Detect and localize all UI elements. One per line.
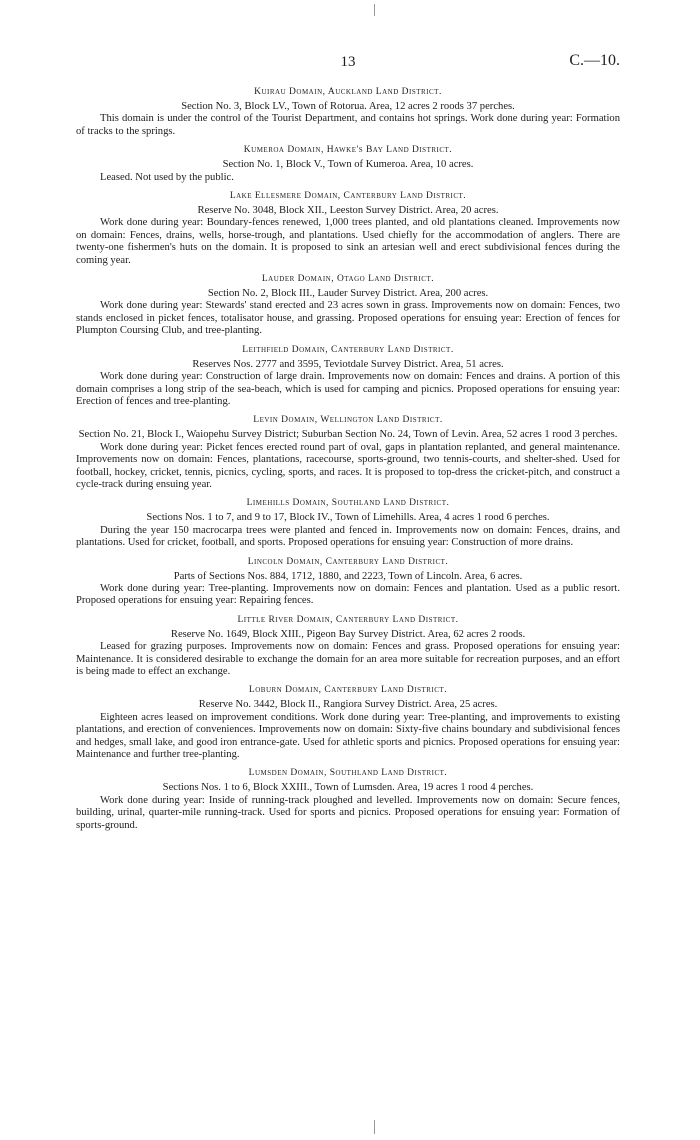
domain-subtitle: Section No. 21, Block I., Waiopehu Survey District; Suburban Section No. 24, Town of Levin. Area, 52 acres 1 rood 3 perches. — [78, 429, 618, 441]
domain-subtitle: Sections Nos. 1 to 7, and 9 to 17, Block IV., Town of Limehills. Area, 4 acres 1 rood 6 perches. — [146, 512, 550, 524]
domain-title: Leithfield Domain, Canterbury Land District. — [242, 344, 454, 355]
domain-entry — [76, 556, 620, 608]
domain-title: Lauder Domain, Otago Land District. — [261, 274, 435, 285]
domain-body: Work done during year: Stewards' stand erected and 23 acres sown in grass. Improvements now on domain: Fences, two stands enclosed in picket fences, totalisator house, and grassing. Proposed operations for ensuing year: Erection of fences for Plumpton Coursing Club, and tree-planting. — [76, 300, 620, 337]
domain-title: Limehills Domain, Southland Land District. — [246, 498, 450, 509]
domain-entry — [76, 497, 620, 549]
domain-subtitle: Reserve No. 3048, Block XII., Leeston Survey District. Area, 20 acres. — [197, 205, 499, 217]
document-page — [76, 52, 620, 832]
domain-entry — [76, 344, 620, 409]
domain-subtitle: Sections Nos. 1 to 6, Block XXIII., Town of Lumsden. Area, 19 acres 1 rood 4 perches. — [162, 782, 534, 794]
domain-body: Eighteen acres leased on improvement conditions. Work done during year: Tree-planting, and improvements to existing plantations, and erection of conveniences. Improvements now on domain: Sixty-five chains boundary and subdivisional fences and hedges, small lake, and good iron entrance-gate. Used for athletic sports and picnics. Proposed operations for ensuing year: Maintenance and further tree-planting. — [76, 711, 620, 761]
domain-entry — [76, 86, 620, 138]
page-header — [76, 52, 620, 78]
document-code: C.—10. — [569, 52, 620, 69]
domain-subtitle: Section No. 1, Block V., Town of Kumeroa. Area, 10 acres. — [222, 159, 474, 171]
domain-body: Work done during year: Construction of large drain. Improvements now on domain: Fences and drains. A portion of this domain comprises a long strip of the sea-beach, which is used for camping and picnics. Proposed operations for ensuing year: Erection of fences and tree-planting. — [76, 371, 620, 407]
domain-body: Work done during year: Inside of running-track ploughed and levelled. Improvements now on domain: Secure fences, building, urinal, quarter-mile running-track. Used for sports and picnics. Proposed operations for ensuing year: Formation of sports-ground. — [76, 794, 620, 831]
domain-subtitle: Reserve No. 1649, Block XIII., Pigeon Bay Survey District. Area, 62 acres 2 roods. — [170, 628, 526, 640]
domain-entry — [76, 767, 620, 832]
domain-entry — [76, 144, 620, 184]
domain-entry — [76, 684, 620, 761]
page-number: 13 — [340, 54, 356, 70]
domain-subtitle: Reserves Nos. 2777 and 3595, Teviotdale Survey District. Area, 51 acres. — [192, 358, 504, 370]
scan-mark-top — [374, 4, 375, 16]
domain-title: Lincoln Domain, Canterbury Land District. — [247, 556, 449, 567]
scan-mark-bottom — [374, 1120, 375, 1134]
domain-body: Leased for grazing purposes. Improvements now on domain: Fences and grass. Proposed operations for ensuing year: Maintenance. It is considered desirable to exchange the domain for an area more suitable for recreation purposes, and an effort is being made to effect an exchange. — [76, 641, 620, 677]
domain-title: Little River Domain, Canterbury Land District. — [237, 614, 459, 625]
domain-title: Kuirau Domain, Auckland Land District. — [254, 87, 442, 97]
domain-entry — [76, 614, 620, 679]
domain-subtitle: Reserve No. 3442, Block II., Rangiora Survey District. Area, 25 acres. — [198, 699, 498, 711]
domain-title: Lake Ellesmere Domain, Canterbury Land District. — [229, 191, 467, 202]
domain-subtitle: Parts of Sections Nos. 884, 1712, 1880, and 2223, Town of Lincoln. Area, 6 acres. — [173, 570, 523, 582]
domain-entry — [76, 190, 620, 267]
domain-body: During the year 150 macrocarpa trees were planted and fenced in. Improvements now on domain: Fences, drains, and plantations. Used for cricket, football, and sports. Proposed operations for ensuing year: Construction of more drains. — [76, 524, 620, 549]
domain-body: Work done during year: Picket fences erected round part of oval, gaps in plantation replanted, and general maintenance. Improvements now on domain: Fences, plantations, racecourse, sports-ground, two tennis-courts, and shelter-shed. Used for football, hockey, cricket, tennis, picnics, cycling, sports, and races. It is proposed to top-dress the cricket-pitch, and construct a cycle-track during ensuing year. — [76, 441, 620, 490]
domain-title: Loburn Domain, Canterbury Land District. — [248, 685, 448, 696]
domain-body: This domain is under the control of the Tourist Department, and contains hot springs. Work done during year: Formation of tracks to the springs. — [76, 113, 620, 137]
domain-subtitle: Section No. 3, Block LV., Town of Rotorua. Area, 12 acres 2 roods 37 perches. — [181, 101, 515, 112]
domain-subtitle: Section No. 2, Block III., Lauder Survey District. Area, 200 acres. — [207, 288, 489, 300]
domain-title: Kumeroa Domain, Hawke's Bay Land District. — [243, 145, 453, 156]
domain-entry — [76, 273, 620, 338]
domain-title: Levin Domain, Wellington Land District. — [253, 415, 443, 426]
domain-title: Lumsden Domain, Southland Land District. — [248, 768, 448, 779]
domain-body: Work done during year: Boundary-fences renewed, 1,000 trees planted, and old plantations cleaned. Improvements now on domain: Fences, drains, wells, horse-trough, and plantations. Used chiefly for the accommodation of anglers. There are twenty-one fishermen's huts on the domain. It is proposed to sink an artesian well and erect subdivisional fences during the coming year. — [76, 217, 620, 266]
domain-body: Leased. Not used by the public. — [100, 171, 234, 183]
domain-body: Work done during year: Tree-planting. Improvements now on domain: Fences and plantation. Used as a public resort. Proposed operations for ensuing year: Repairing fences. — [76, 582, 620, 607]
domain-entry — [76, 414, 620, 491]
